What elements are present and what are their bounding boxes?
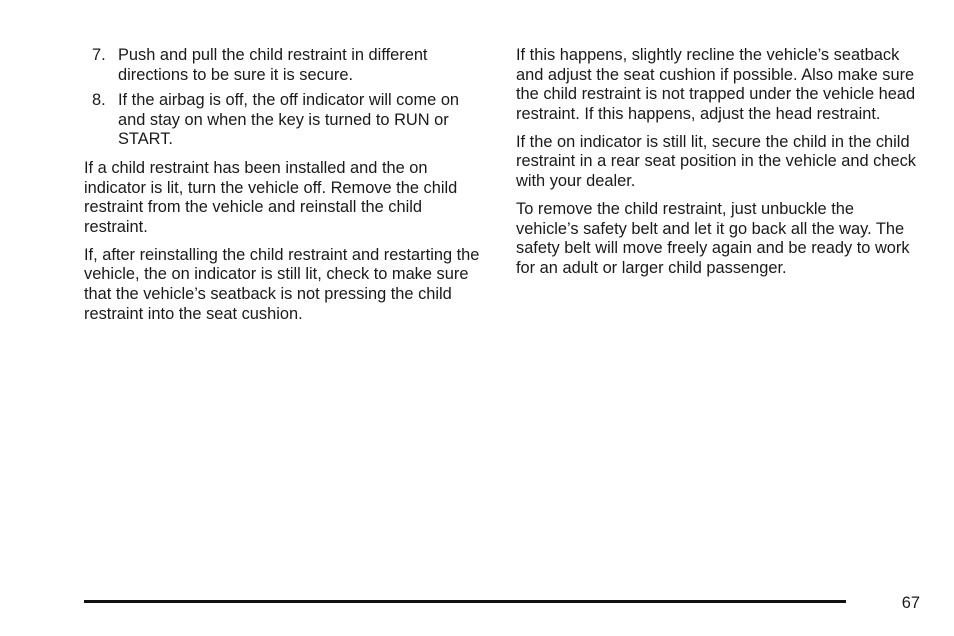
step-number: 8. <box>92 91 106 110</box>
step-text: Push and pull the child restraint in different directions to be sure it is secure. <box>118 46 428 84</box>
step-item-8 <box>84 91 490 150</box>
paragraph-remove-restraint: To remove the child restraint, just unbuckle the vehicle’s safety belt and let it go back all the way. The safety belt will move freely again and be ready to work for an adult or larger child passenger. <box>516 200 910 277</box>
step-text: If the airbag is off, the off indicator will come on and stay on when the key is turned to RUN or START. <box>118 91 460 149</box>
right-column <box>516 46 916 287</box>
footer-divider <box>84 600 846 603</box>
step-number: 7. <box>92 46 106 64</box>
paragraph-check-seatback: If, after reinstalling the child restraint and restarting the vehicle, the on indicator is still lit, check to make sure that the vehicle’s seatback is not pressing the child restraint into the seat cushion. <box>84 245 480 323</box>
step-item-7 <box>84 46 490 85</box>
paragraph-reinstall: If a child restraint has been installed and the on indicator is lit, turn the vehicle off. Remove the child restraint from the vehicle and reinstall the child restraint. <box>84 158 458 236</box>
paragraph-recline-seatback: If this happens, slightly recline the vehicle’s seatback and adjust the seat cushion if possible. Also make sure the child restraint is not trapped under the vehicle head restraint. If this happens, adjust the head restraint. <box>516 46 916 123</box>
left-column <box>84 46 490 333</box>
paragraph-rear-seat: If the on indicator is still lit, secure the child in the child restraint in a rear seat position in the vehicle and check with your dealer. <box>516 132 916 191</box>
page-number: 67 <box>901 594 920 612</box>
